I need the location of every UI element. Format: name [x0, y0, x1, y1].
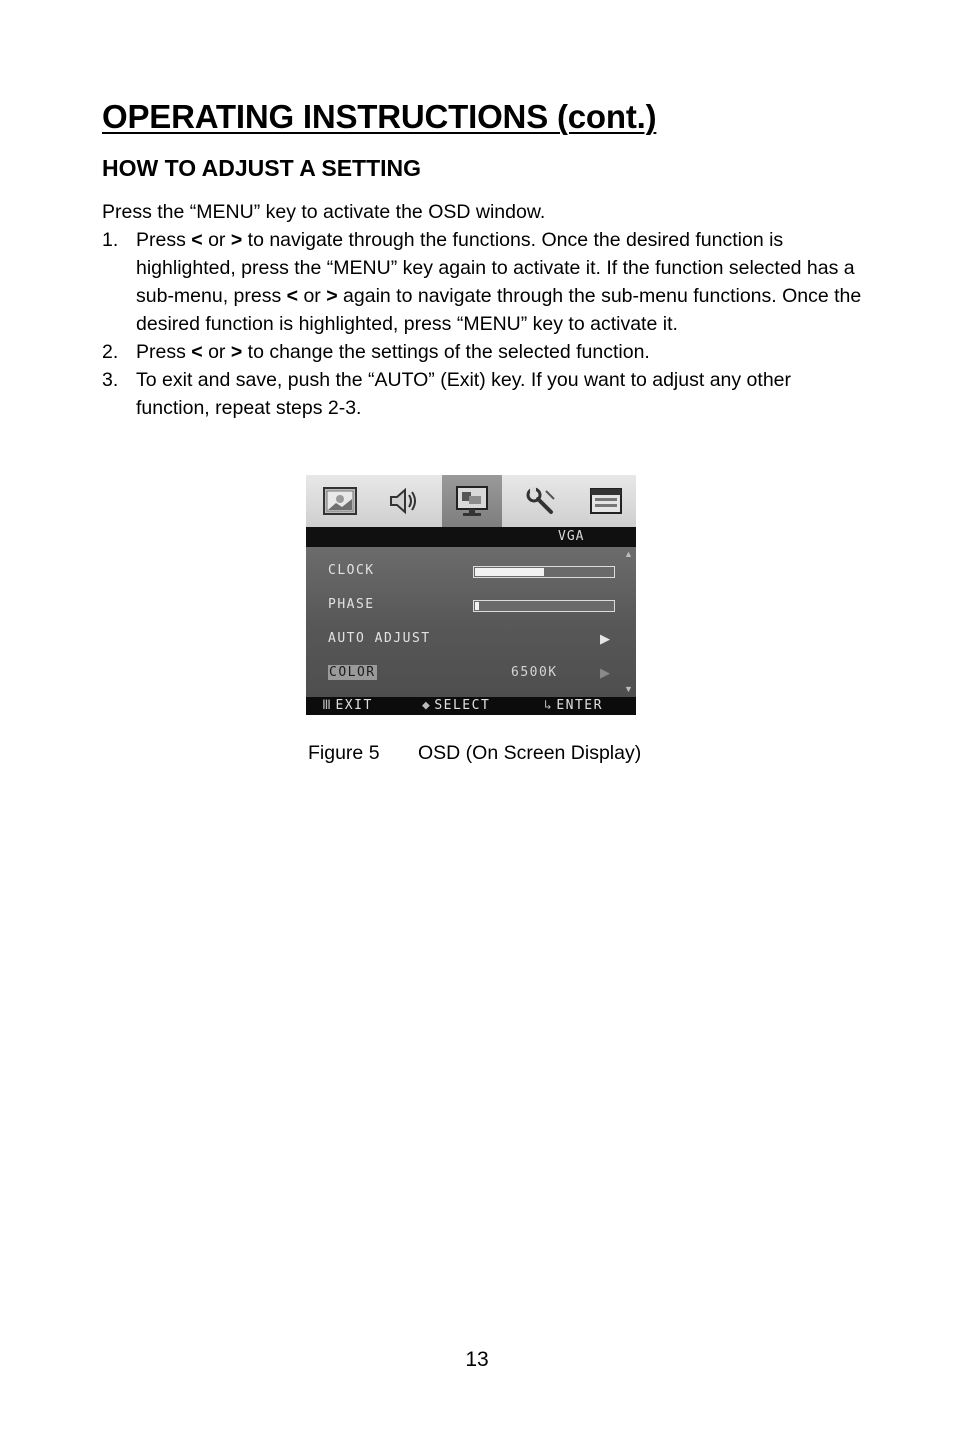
step-text: Press: [136, 341, 192, 363]
figure-number: Figure 5: [308, 742, 380, 764]
osd-tab-audio: [373, 475, 433, 527]
osd-clock-level: [475, 568, 544, 576]
menu-key-icon: Ⅲ: [322, 698, 333, 713]
osd-icon-bar: [306, 475, 636, 527]
osd-enter-hint: [544, 697, 603, 715]
left-key: <: [191, 229, 203, 251]
osd-color-label: COLOR: [329, 665, 376, 680]
osd-color-value: 6500K: [511, 665, 558, 680]
osd-auto-adjust-label: AUTO ADJUST: [328, 631, 431, 646]
osd-enter-label: ENTER: [556, 698, 603, 713]
enter-arrow-icon: ↳: [544, 698, 554, 713]
page-title: OPERATING INSTRUCTIONS (cont.): [102, 98, 657, 135]
left-key: <: [191, 341, 203, 363]
osd-phase-slider: [473, 600, 615, 612]
left-key: <: [286, 285, 299, 307]
scroll-down-icon: ▼: [624, 684, 633, 694]
right-arrow-icon: ▶: [600, 631, 610, 646]
step-number: 3.: [102, 369, 119, 391]
intro-text: Press the “MENU” key to activate the OSD window.: [102, 201, 546, 223]
wrench-icon: [522, 485, 558, 517]
osd-menu-panel: [306, 547, 636, 697]
osd-phase-level: [475, 602, 479, 610]
speaker-icon: [385, 485, 421, 517]
osd-clock-slider: [473, 566, 615, 578]
osd-phase-label: PHASE: [328, 597, 375, 612]
step-text: to navigate through the functions. Once the desired function is highlighted, press the “MENU” key again to activate it. If the function selected has a sub-menu, press: [136, 229, 855, 307]
osd-exit-label: EXIT: [335, 698, 373, 713]
instructions: [102, 198, 862, 422]
osd-tab-osd: [576, 475, 636, 527]
figure-title: OSD (On Screen Display): [418, 742, 642, 764]
right-arrow-icon: ▶: [600, 665, 610, 680]
step-3: [102, 366, 862, 422]
right-key: >: [230, 341, 243, 363]
step-text: Press: [136, 229, 192, 251]
osd-header-bar: [306, 527, 636, 547]
osd-exit-hint: [322, 697, 373, 715]
step-text: or: [202, 229, 231, 251]
step-text: again to navigate through the sub-menu functions. Once the desired function is highlighted, press “MENU” key to activate it.: [136, 285, 862, 335]
figure-caption: [308, 740, 641, 766]
steps-list: [102, 226, 862, 422]
step-1: [102, 226, 862, 338]
osd-footer-bar: [306, 697, 636, 715]
picture-icon: [322, 485, 358, 517]
step-text: or: [298, 285, 327, 307]
osd-select-label: SELECT: [434, 698, 491, 713]
step-number: 1.: [102, 229, 119, 251]
step-text: or: [202, 341, 231, 363]
osd-tab-picture: [310, 475, 370, 527]
right-key: >: [326, 285, 338, 307]
monitor-image-icon: [454, 484, 490, 518]
section-heading: HOW TO ADJUST A SETTING: [102, 155, 422, 181]
osd-tab-image: [442, 475, 502, 527]
osd-clock-label: CLOCK: [328, 563, 375, 578]
osd-tab-setup: [510, 475, 570, 527]
right-key: >: [230, 229, 243, 251]
osd-figure: [306, 475, 636, 715]
window-icon: [588, 485, 624, 517]
osd-input-source: VGA: [558, 529, 585, 544]
step-text: To exit and save, push the “AUTO” (Exit) key. If you want to adjust any other function, repeat steps 2-3.: [136, 369, 792, 419]
select-arrows-icon: ◆: [422, 698, 432, 713]
page-number: 13: [465, 1348, 489, 1371]
step-text: to change the settings of the selected function.: [242, 341, 650, 363]
step-2: [102, 338, 862, 366]
step-number: 2.: [102, 341, 119, 363]
osd-select-hint: [422, 697, 490, 715]
scroll-up-icon: ▲: [624, 549, 633, 559]
